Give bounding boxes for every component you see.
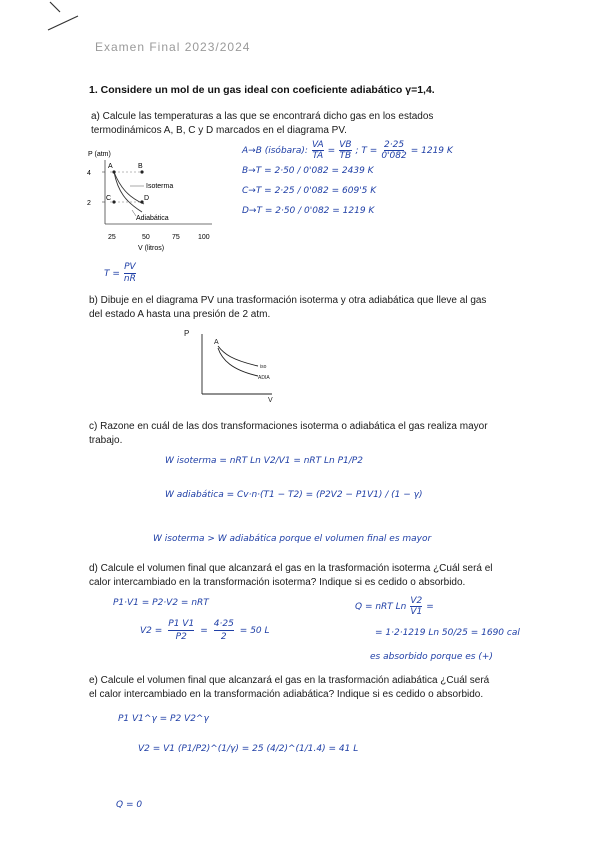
answer-d-left-line2 <box>140 618 270 643</box>
part-b-prompt <box>89 294 486 321</box>
answer-a-line1-result: = 1219 K <box>410 145 453 156</box>
answer-e-line3: Q = 0 <box>116 800 143 810</box>
point-c-dot <box>112 200 115 203</box>
point-a-dot <box>112 170 115 173</box>
x-tick-100: 100 <box>198 234 210 241</box>
sketch-a-label: A <box>214 339 219 346</box>
answer-a-line2: B→T = 2·50 / 0'082 = 2439 K <box>242 166 374 176</box>
x-axis-label: V (litros) <box>138 245 165 252</box>
answer-e-line2: V2 = V1 (P1/P2)^(1/γ) = 25 (4/2)^(1/1.4) = 41 L <box>138 744 359 754</box>
answer-e-line1: P1 V1^γ = P2 V2^γ <box>118 714 209 724</box>
answer-d-frac1 <box>168 618 194 643</box>
pen-stroke <box>20 0 80 40</box>
pv-sketch <box>180 326 280 404</box>
answer-a-formula-num: PV <box>124 262 136 272</box>
answer-d-frac2 <box>214 618 234 643</box>
answer-a-frac2-num: VB <box>339 140 352 150</box>
answer-d-right-line1-end: = <box>426 601 434 612</box>
answer-a-formula-frac <box>124 262 136 285</box>
answer-c-line2: W adiabática = Cv·n·(T1 − T2) = (P2V2 − P1V1) / (1 − γ) <box>165 490 423 500</box>
sketch-v-label: V <box>268 397 273 404</box>
answer-d-frac1-num: P1 V1 <box>168 619 195 629</box>
sketch-p-label: P <box>184 329 190 338</box>
part-c-prompt <box>89 420 488 447</box>
point-c-label: C <box>106 195 112 202</box>
point-b-label: B <box>138 163 143 170</box>
part-e-prompt <box>89 674 489 701</box>
point-a-label: A <box>108 163 113 170</box>
answer-d-left-line2-result: = 50 L <box>239 625 270 636</box>
answer-a-frac3 <box>381 140 406 161</box>
answer-d-right-line3: es absorbido porque es (+) <box>370 652 493 662</box>
answer-a-line1 <box>242 140 453 161</box>
answer-d-frac2-den: 2 <box>220 632 227 642</box>
answer-a-frac1-num: VA <box>311 140 324 150</box>
part-a-prompt-line1: a) Calcule las temperaturas a las que se encontrará dicho gas en los estados <box>91 111 434 122</box>
y-tick-4: 4 <box>87 170 91 177</box>
part-e-prompt-line1: e) Calcule el volumen final que alcanzará el gas en la trasformación adiabática ¿Cuál será <box>89 675 490 686</box>
part-c-prompt-line2: trabajo. <box>89 434 123 446</box>
answer-a-frac3-num: 2·25 <box>384 140 405 150</box>
answer-c-line3: W isoterma > W adiabática porque el volumen final es mayor <box>153 534 432 544</box>
point-d-label: D <box>144 195 150 202</box>
sketch-isoterma <box>218 346 258 366</box>
answer-a-frac2 <box>339 140 351 161</box>
y-tick-2: 2 <box>87 200 91 207</box>
answer-a-frac2-den: TB <box>339 151 352 161</box>
part-a-prompt-line2: termodinámicos A, B, C y D marcados en el diagrama PV. <box>91 124 347 136</box>
sketch-adia-label: ADIA <box>258 375 270 381</box>
answer-d-right-frac-num: V2 <box>410 596 423 606</box>
answer-a-frac1-den: TA <box>312 151 324 161</box>
answer-a-line1-rhs: ; T = <box>355 145 378 156</box>
isoterma-label: Isoterma <box>146 183 174 190</box>
adiabatica-curve <box>114 172 142 212</box>
x-tick-25: 25 <box>108 234 116 241</box>
part-d-prompt-line1: d) Calcule el volumen final que alcanzará el gas en la trasformación isoterma ¿Cuál será el <box>89 563 493 574</box>
part-d-prompt <box>89 562 493 589</box>
answer-a-formula-lhs: T = <box>104 268 120 279</box>
sketch-iso-label: iso <box>260 364 267 370</box>
y-axis-label: P (atm) <box>88 151 111 158</box>
answer-d-right-frac-den: V1 <box>410 607 423 617</box>
answer-a-formula <box>104 262 136 285</box>
answer-a-frac1 <box>312 140 324 161</box>
answer-a-eq1: = <box>327 145 336 156</box>
part-d-prompt-line2: calor intercambiado en la transformación isoterma? Indique si es cedido o absorbido. <box>89 576 466 588</box>
x-tick-50: 50 <box>142 234 150 241</box>
pv-diagram <box>80 142 230 257</box>
answer-d-frac1-den: P2 <box>175 632 187 642</box>
answer-a-line4: D→T = 2·50 / 0'082 = 1219 K <box>242 206 375 216</box>
part-c-prompt-line1: c) Razone en cuál de las dos transformaciones isoterma o adiabática el gas realiza mayor <box>89 421 488 432</box>
question-1-title: 1. Considere un mol de un gas ideal con coeficiente adiabático γ=1,4. <box>89 84 435 96</box>
exam-header: Examen Final 2023/2024 <box>95 40 251 54</box>
answer-d-right-frac <box>410 596 422 617</box>
answer-a-line1-lhs: A→B (isóbara): <box>242 145 308 156</box>
part-b-prompt-line2: del estado A hasta una presión de 2 atm. <box>89 308 271 320</box>
answer-a-formula-den: nR <box>123 274 136 284</box>
part-b-prompt-line1: b) Dibuje en el diagrama PV una trasformación isoterma y otra adiabática que lleve al gas <box>89 295 487 306</box>
x-tick-75: 75 <box>172 234 180 241</box>
answer-a-frac3-den: 0'082 <box>381 151 407 161</box>
part-a-prompt <box>91 110 433 137</box>
answer-d-left-line1: P1·V1 = P2·V2 = nRT <box>113 598 209 608</box>
answer-d-right-line1 <box>355 596 434 617</box>
answer-c-line1: W isoterma = nRT Ln V2/V1 = nRT Ln P1/P2 <box>165 456 363 466</box>
answer-d-right-line1-lhs: Q = nRT Ln <box>355 601 407 612</box>
answer-d-frac2-num: 4·25 <box>213 619 234 629</box>
answer-d-right-line2: = 1·2·1219 Ln 50/25 = 1690 cal <box>375 628 520 638</box>
part-e-prompt-line2: el calor intercambiado en la transformación adiabática? Indique si es cedido o absorbido. <box>89 688 484 700</box>
answer-d-left-line2-eq: = <box>200 625 208 636</box>
point-b-dot <box>140 170 143 173</box>
answer-d-left-line2-lhs: V2 = <box>140 625 163 636</box>
answer-a-line3: C→T = 2·25 / 0'082 = 609'5 K <box>242 186 377 196</box>
isoterma-curve <box>114 172 144 204</box>
adiabatica-label: Adiabática <box>136 215 169 222</box>
